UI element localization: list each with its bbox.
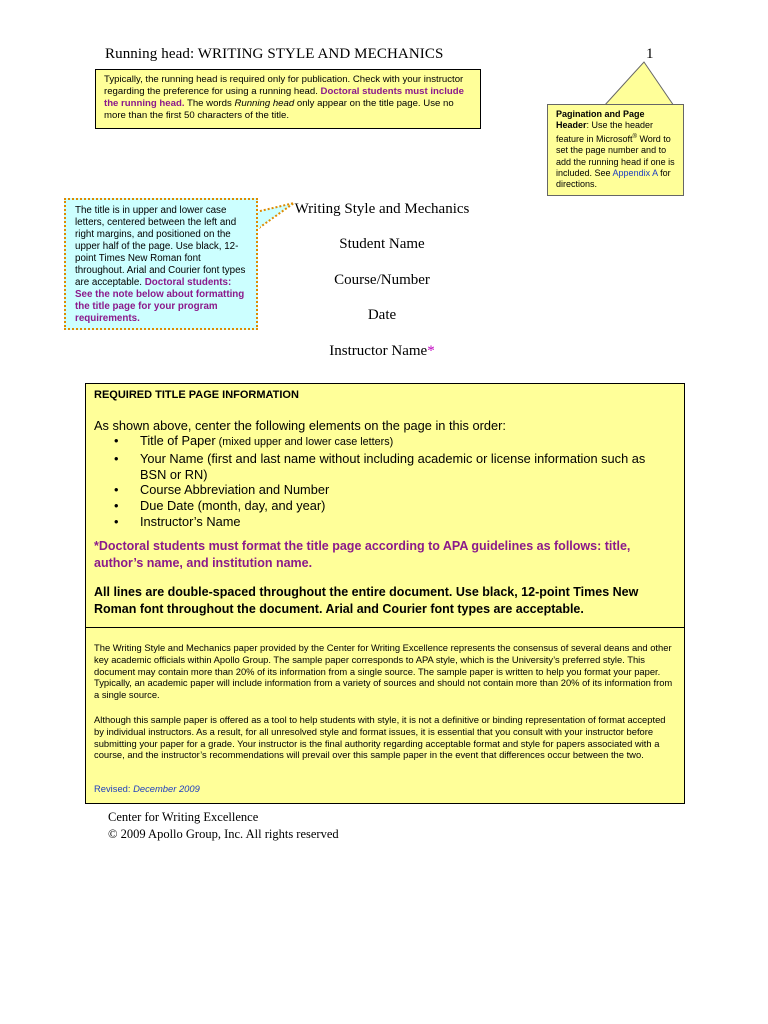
list-item	[102, 451, 672, 483]
note-text: only appear on the title page. Use no more than the first 50 characters of the title.	[104, 98, 454, 121]
callout-text: : Use the header feature in Microsoft	[556, 120, 654, 144]
list-item	[102, 433, 672, 451]
revised-value: December 2009	[133, 783, 200, 794]
instructor-line	[212, 343, 552, 360]
note-text: The words	[184, 98, 235, 109]
revised-date	[94, 783, 200, 794]
title-callout-text: The title is in upper and lower case letters, centered between the left and right margins, and positioned on the upper half of the page. Use black, 12-point Times New Roman font throughout. Arial and Courier font types are acceptable.	[75, 205, 246, 288]
paper-title: Writing Style and Mechanics	[294, 201, 470, 217]
spacing-note-b: . Use black, 12-point Times New Roman font throughout the document. Arial and Courier font types are acceptable.	[94, 585, 639, 616]
revised-label: Revised:	[94, 783, 134, 794]
pagination-callout	[547, 104, 684, 196]
disclaimer-paragraph-2: Although this sample paper is offered as a tool to help students with style, it is not a definitive or binding representation of format accepted by individual instructors. As a result, for all unresolved style and format issues, it is essential that you consult with your instructor before submitting your paper for a grade. Your instructor is the final authority regarding acceptable format and style for papers associated with a course, and the instructor’s recommendations will prevail over this sample paper in the event that differences occur between the two.	[94, 714, 666, 761]
divider	[86, 627, 684, 628]
title-callout-emphasis: Doctoral students: See the note below about formatting the title page for your program requirements.	[75, 277, 245, 324]
running-head: Running head: WRITING STYLE AND MECHANICS	[105, 46, 444, 62]
student-name: Student Name	[339, 236, 425, 252]
note-italic: Running head	[234, 98, 295, 109]
footer-copyright: © 2009 Apollo Group, Inc. All rights reserved	[108, 827, 339, 841]
callout-heading: Pagination and Page Header	[556, 109, 645, 131]
disclaimer-paragraph-1: The Writing Style and Mechanics paper provided by the Center for Writing Excellence represents the consensus of several deans and other key academic officials within Apollo Group. The sample paper corresponds to APA style, which is the University’s preferred style. This document may contain more than 20% of its information from a single source. The sample paper is written to help you format your paper. Typically, an academic paper will include information from a variety of sources and should not contain more than 20% of its information from a single source.	[94, 642, 673, 701]
callout-text: for directions.	[556, 168, 671, 190]
appendix-link[interactable]: Appendix A	[612, 168, 658, 179]
list-item-text: Title of Paper	[140, 433, 216, 448]
info-intro: As shown above, center the following elements on the page in this order:	[94, 418, 506, 433]
requirements-list	[102, 433, 672, 530]
list-item	[102, 498, 672, 514]
callout-text: Word to set the page number and to add the running head if one is included. See	[556, 133, 675, 179]
spacing-note-a: All lines are double-spaced throughout the entire document	[94, 585, 449, 599]
page-number: 1	[646, 46, 654, 62]
running-head-note	[95, 69, 481, 129]
list-item	[102, 514, 672, 530]
list-item	[102, 482, 672, 498]
note-text: Typically, the running head is required only for publication. Check with your instructor regarding the preference for using a running head.	[104, 74, 464, 97]
doctoral-note: *Doctoral students must format the title page according to APA guidelines as follows: title, author’s name, and institution name.	[94, 539, 631, 570]
callout-pointer	[600, 60, 680, 110]
spacing-note	[94, 584, 674, 618]
course-number: Course/Number	[334, 272, 430, 288]
instructor-name: Instructor Name	[329, 343, 428, 359]
list-item-text: Instructor’s Name	[140, 513, 241, 529]
list-item-text: Course Abbreviation and Number	[140, 482, 330, 498]
required-info-box	[85, 383, 685, 804]
registered-mark: ®	[632, 133, 637, 140]
list-item-note: (mixed upper and lower case letters)	[215, 436, 394, 448]
note-emphasis: Doctoral students must include the running head.	[104, 86, 464, 109]
footer-organization: Center for Writing Excellence	[108, 810, 259, 824]
asterisk-mark: *	[427, 343, 435, 359]
info-heading: REQUIRED TITLE PAGE INFORMATION	[94, 389, 299, 401]
list-item-text: Your Name (first and last name without including academic or license information such as BSN or RN)	[140, 450, 646, 482]
list-item-text: Due Date (month, day, and year)	[140, 498, 326, 514]
date-line: Date	[367, 307, 397, 323]
